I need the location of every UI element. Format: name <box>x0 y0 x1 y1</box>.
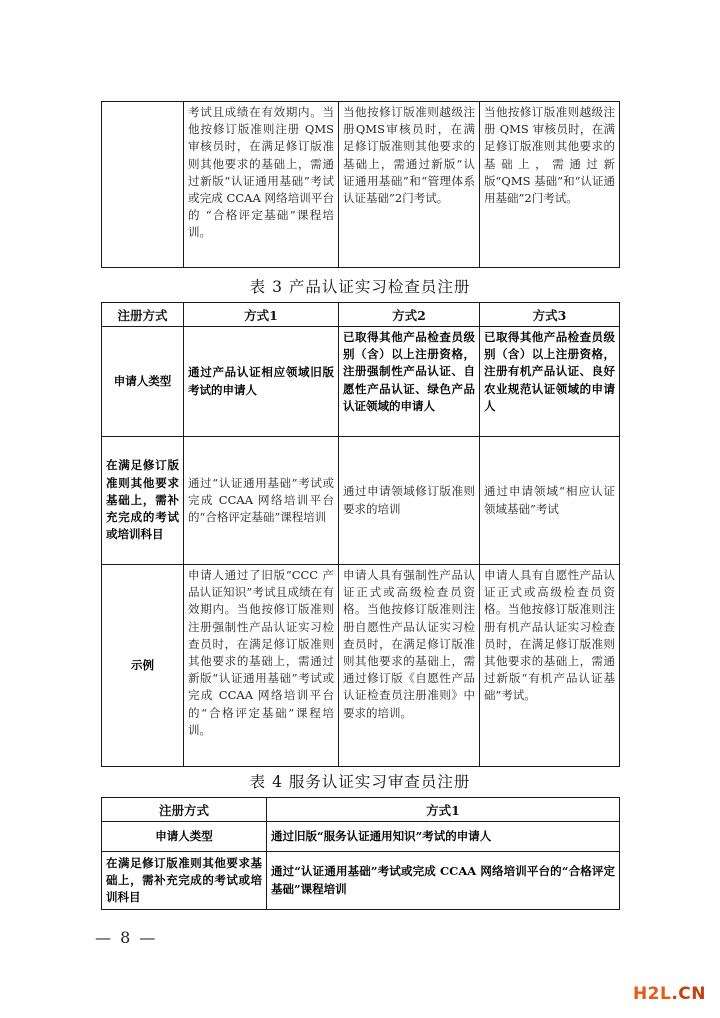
table3-cell: 申请人具有强制性产品认证正式或高级检查员资格。当他按修订版准则注册自愿性产品认证实习检查员时，在满足修订版准则其他要求的基础上，需通过修订版《自愿性产品认证检查员注册准则》中要求的培训。 <box>339 565 480 767</box>
table3-cell: 申请人通过了旧版“CCC 产品认证知识”考试且成绩在有效期内。当他按修订版准则注册强制性产品认证实习检查员时，在满足修订版准则其他要求的基础上，需通过新版“认证通用基础”考试或完成 CCAA 网络培训平台的“合格评定基础”课程培训。 <box>184 565 339 767</box>
table3-row-supplementary <box>102 437 620 565</box>
watermark-logo <box>633 984 706 1004</box>
table3-caption: 表 3 产品认证实习检查员注册 <box>249 278 471 296</box>
table3 <box>101 302 620 767</box>
continued-table <box>101 101 620 268</box>
table4-row-supplementary <box>102 852 620 910</box>
table4-row-applicant-type <box>102 822 620 852</box>
continued-cell-1: 考试且成绩在有效期内。当他按修订版准则注册 QMS 审核员时，在满足修订版准则其他要求的基础上，需通过新版“认证通用基础”考试或完成 CCAA 网络培训平台的 “合格评定基础”课程培训。 <box>184 102 339 268</box>
table3-cell: 申请人具有自愿性产品认证正式或高级检查员资格。当他按修订版准则注册有机产品认证实习检查员时，在满足修订版准则其他要求的基础上，需通过新版“有机产品认证基础”考试。 <box>480 565 620 767</box>
table3-cell: 已取得其他产品检查员级别（含）以上注册资格，注册有机产品认证、良好农业规范认证领域的申请人 <box>480 327 620 437</box>
table4-cell: 通过旧版“服务认证通用知识”考试的申请人 <box>267 822 620 852</box>
table4-row-label: 在满足修订版准则其他要求基础上，需补充完成的考试或培训科目 <box>102 852 267 910</box>
table4-header-1: 方式1 <box>267 798 620 822</box>
table3-row-label: 示例 <box>102 565 184 767</box>
table4-caption: 表 4 服务认证实习审查员注册 <box>249 773 471 791</box>
table4-row-label: 申请人类型 <box>102 822 267 852</box>
table4 <box>101 797 620 910</box>
watermark-suffix: .CN <box>671 984 706 1004</box>
table3-row-label: 申请人类型 <box>102 327 184 437</box>
table3-row-applicant-type <box>102 327 620 437</box>
continued-label-cell <box>102 102 184 268</box>
table3-header-3: 方式3 <box>480 303 620 327</box>
table4-cell: 通过“认证通用基础”考试或完成 CCAA 网络培训平台的“合格评定基础”课程培训 <box>267 852 620 910</box>
table3-cell: 已取得其他产品检查员级别（含）以上注册资格，注册强制性产品认证、自愿性产品认证、绿色产品认证领域的申请人 <box>339 327 480 437</box>
table3-row-label: 在满足修订版准则其他要求基础上，需补充完成的考试或培训科目 <box>102 437 184 565</box>
table3-row-example <box>102 565 620 767</box>
continued-cell-2: 当他按修订版准则越级注册QMS审核员时，在满足修订版准则其他要求的基础上，需通过新版“认证通用基础”和“管理体系认证基础”2门考试。 <box>339 102 480 268</box>
table3-cell: 通过产品认证相应领域旧版考试的申请人 <box>184 327 339 437</box>
table3-cell: 通过申请领域“相应认证领域基础”考试 <box>480 437 620 565</box>
table3-header-row <box>102 303 620 327</box>
table4-header-row <box>102 798 620 822</box>
table3-cell: 通过申请领域修订版准则要求的培训 <box>339 437 480 565</box>
table3-header-2: 方式2 <box>339 303 480 327</box>
table4-header-method: 注册方式 <box>102 798 267 822</box>
page-number: — 8 — <box>95 928 158 947</box>
table3-header-1: 方式1 <box>184 303 339 327</box>
watermark-main: H2L <box>632 984 672 1004</box>
table3-header-method: 注册方式 <box>102 303 184 327</box>
continued-cell-3: 当他按修订版准则越级注册 QMS 审核员时，在满足修订版准则其他要求的基础上，需通过新版“QMS 基础”和“认证通用基础”2门考试。 <box>480 102 620 268</box>
table3-cell: 通过“认证通用基础”考试或完成 CCAA 网络培训平台的“合格评定基础”课程培训 <box>184 437 339 565</box>
